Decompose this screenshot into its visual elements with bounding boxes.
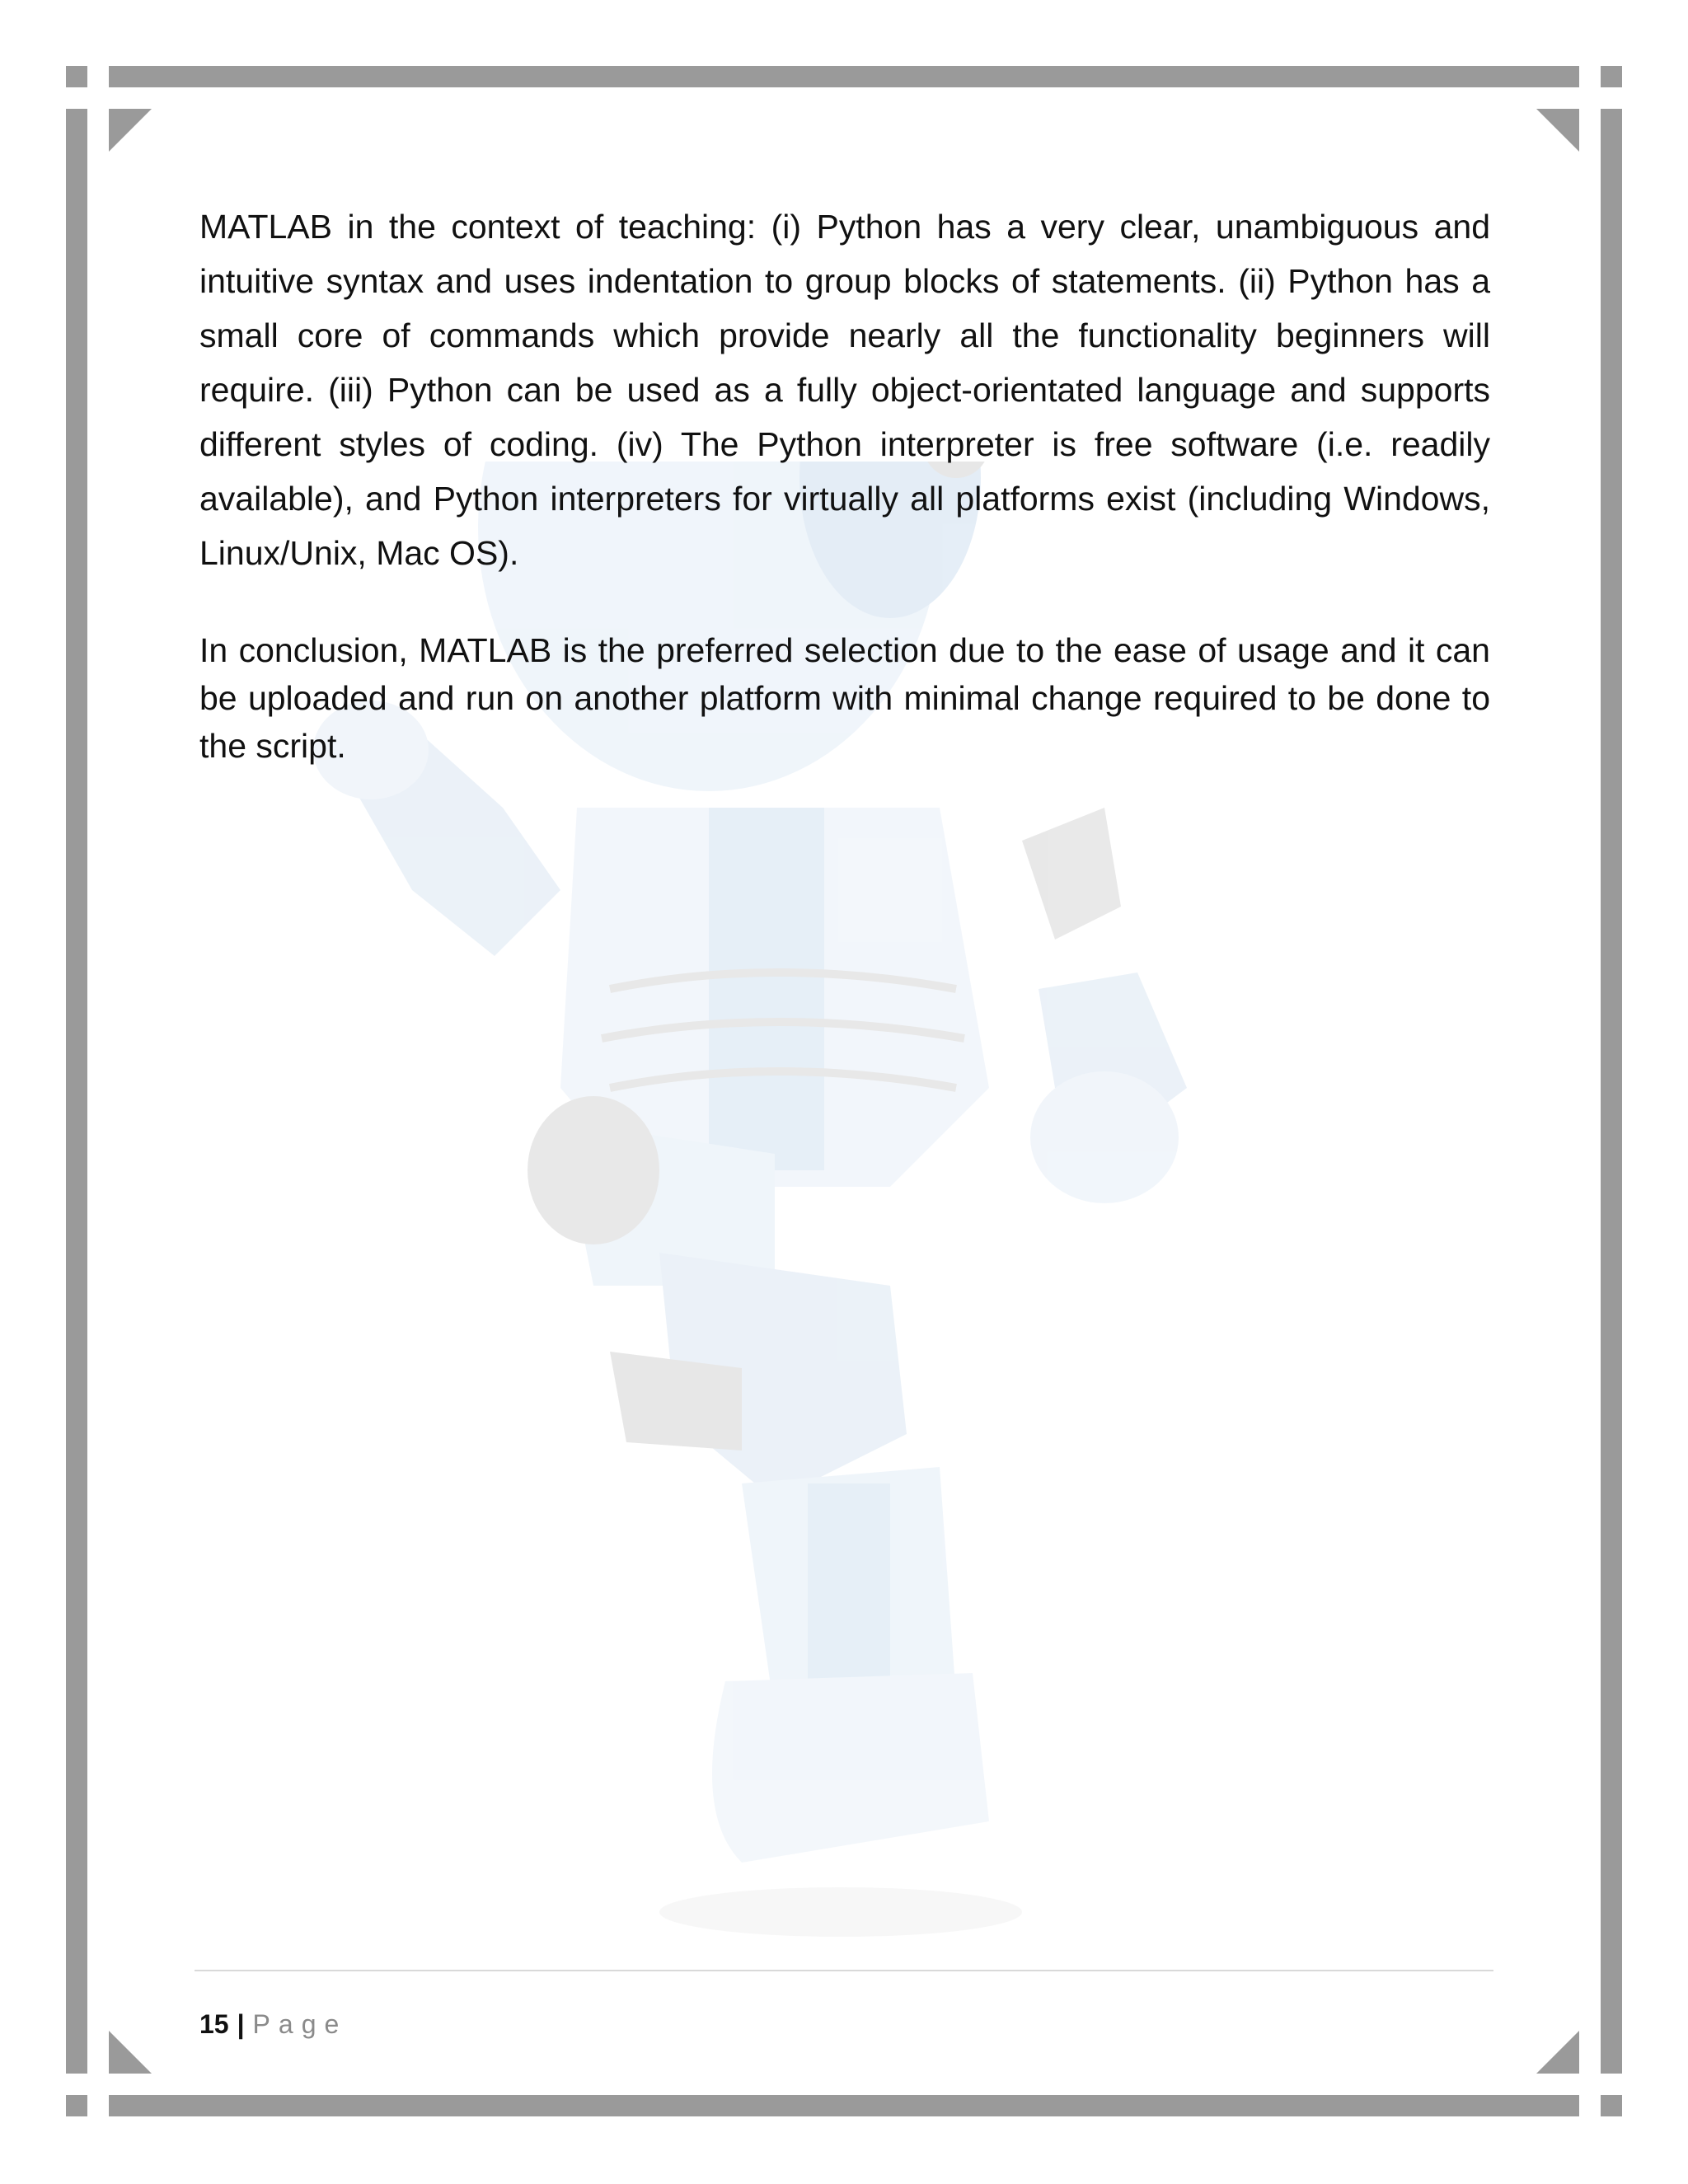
corner-triangle-top-left (109, 109, 152, 152)
robot-shoulder (1022, 808, 1121, 940)
corner-triangle-bottom-left (109, 2031, 152, 2074)
border-top (109, 66, 1579, 87)
robot-leg-stripe (808, 1483, 890, 1706)
border-right (1601, 109, 1622, 2074)
robot-foot-shadow (659, 1887, 1022, 1937)
corner-triangle-bottom-right (1536, 2031, 1579, 2074)
corner-square-top-right (1601, 66, 1622, 87)
robot-knee (610, 1352, 742, 1451)
paragraph-conclusion: In conclusion, MATLAB is the preferred selection due to the ease of usage and it can be uploaded and run on another platform with minimal change required to be done to the script. (199, 631, 1490, 765)
corner-triangle-top-right (1536, 109, 1579, 152)
robot-hand-right (1030, 1071, 1179, 1203)
border-left (66, 109, 87, 2074)
robot-hip-joint (528, 1096, 659, 1244)
footer-divider (195, 1970, 1493, 1971)
border-bottom (109, 2095, 1579, 2116)
page-footer (199, 2009, 347, 2040)
page-number: 15 (199, 2009, 229, 2039)
robot-foot (712, 1673, 989, 1863)
corner-square-bottom-right (1601, 2095, 1622, 2116)
corner-square-top-left (66, 66, 87, 87)
footer-separator: | (237, 2009, 245, 2039)
page-label: Page (252, 2009, 348, 2039)
paragraph-teaching: MATLAB in the context of teaching: (i) Python has a very clear, unambiguous and intuitive syntax and uses indentation to group blocks of statements. (ii) Python has a small core of commands which provide nearly all the functionality beginners will require. (iii) Python can be used as a fully object-orientated language and supports different styles of coding. (iv) The Python interpreter is free software (i.e. readily available), and Python interpreters for virtually all platforms exist (including Windows, Linux/Unix, Mac OS). (199, 208, 1490, 572)
robot-torso-stripe (709, 808, 824, 1170)
corner-square-bottom-left (66, 2095, 87, 2116)
